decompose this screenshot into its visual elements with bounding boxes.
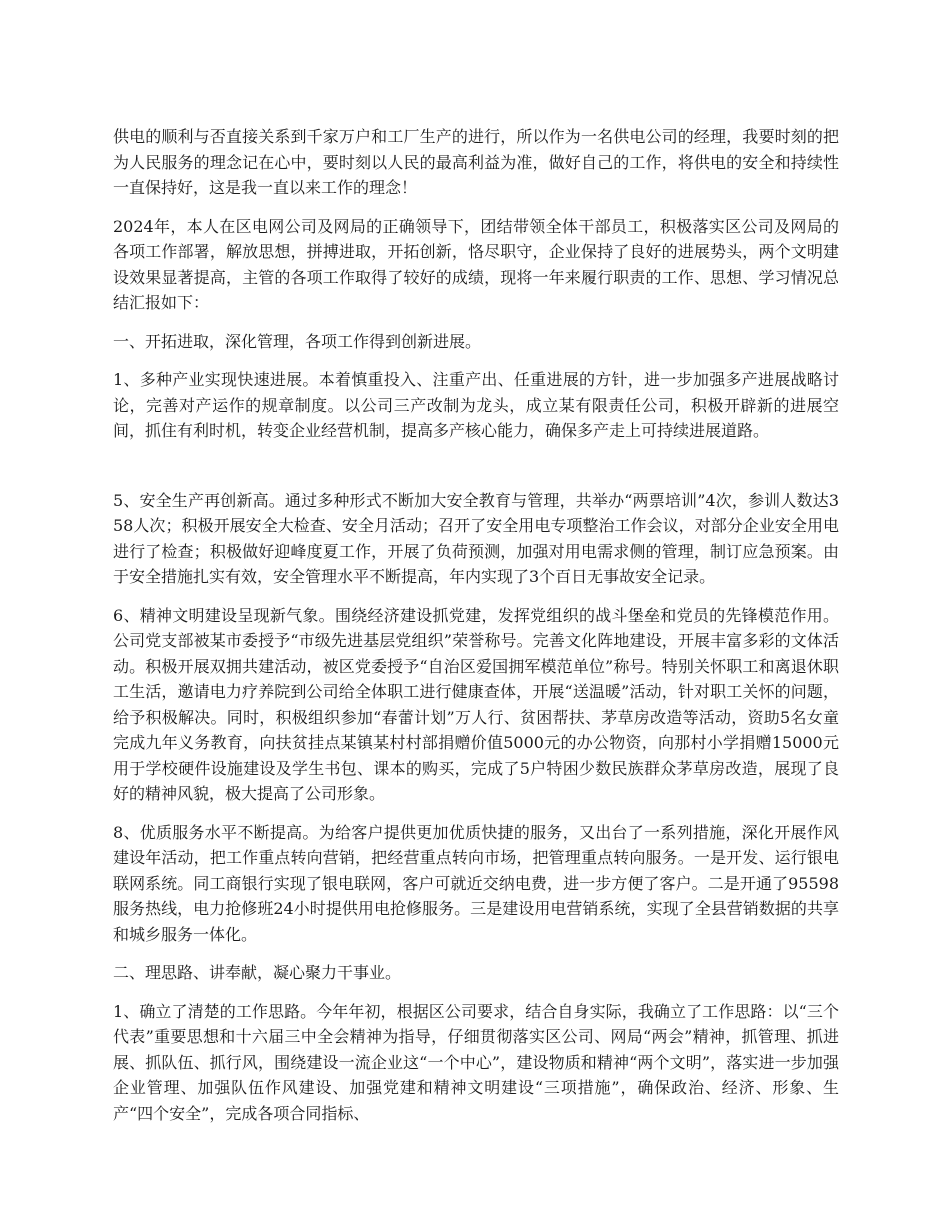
- intro-paragraph: 供电的顺利与否直接关系到千家万户和工厂生产的进行，所以作为一名供电公司的经理，我要时刻的把为人民服务的理念记在心中，要时刻以人民的最高利益为准，做好自己的工作，将供电的安全和持续性一直保持好，这是我一直以来工作的理念！: [113, 127, 839, 197]
- document-body: [113, 124, 839, 1139]
- item-paragraph-culture: 6、精神文明建设呈现新气象。围绕经济建设抓党建，发挥党组织的战斗堡垒和党员的先锋模范作用。公司党支部被某市委授予“市级先进基层党组织”荣誉称号。完善文化阵地建设，开展丰富多彩的文体活动。积极开展双拥共建活动，被区党委授予“自治区爱国拥军模范单位”称号。特别关怀职工和离退休职工生活，邀请电力疗养院到公司给全体职工进行健康查体，开展“送温暖”活动，针对职工关怀的问题，给予积极解决。同时，积极组织参加“春蕾计划”万人行、贫困帮扶、茅草房改造等活动，资助5名女童完成九年义务教育，向扶贫挂点某镇某村村部捐赠价值5000元的办公物资，向那村小学捐赠15000元用于学校硬件设施建设及学生书包、课本的购买，完成了5户特困少数民族群众茅草房改造，展现了良好的精神风貌，极大提高了公司形象。: [113, 605, 839, 803]
- summary-paragraph: 2024年，本人在区电网公司及网局的正确领导下，团结带领全体干部员工，积极落实区公司及网局的各项工作部署，解放思想，拼搏进取，开拓创新，恪尽职守，企业保持了良好的进展势头，两个文明建设效果显著提高，主管的各项工作取得了较好的成绩，现将一年来履行职责的工作、思想、学习情况总结汇报如下：: [113, 216, 839, 312]
- item-paragraph-safety: 5、安全生产再创新高。通过多种形式不断加大安全教育与管理，共举办“两票培训”4次，参训人数达358人次；积极开展安全大检查、安全月活动；召开了安全用电专项整治工作会议，对部分企业安全用电进行了检查；积极做好迎峰度夏工作，开展了负荷预测，加强对用电需求侧的管理，制订应急预案。由于安全措施扎实有效，安全管理水平不断提高，年内实现了3个百日无事故安全记录。: [113, 490, 839, 586]
- section-heading-1: 一、开拓进取，深化管理，各项工作得到创新进展。: [113, 331, 482, 351]
- item-paragraph-service: 8、优质服务水平不断提高。为给客户提供更加优质快捷的服务，又出台了一系列措施，深化开展作风建设年活动，把工作重点转向营销，把经营重点转向市场，把管理重点转向服务。一是开发、运行银电联网系统。同工商银行实现了银电联网，客户可就近交纳电费，进一步方便了客户。二是开通了95598服务热线，电力抢修班24小时提供用电抢修服务。三是建设用电营销系统，实现了全县营销数据的共享和城乡服务一体化。: [113, 822, 839, 944]
- section-heading-2: 二、理思路、讲奉献，凝心聚力干事业。: [113, 963, 402, 982]
- item-paragraph-industry: 1、多种产业实现快速进展。本着慎重投入、注重产出、任重进展的方针，进一步加强多产进展战略讨论，完善对产运作的规章制度。以公司三产改制为龙头，成立某有限责任公司，积极开辟新的进展空间，抓住有利时机，转变企业经营机制，提高多产核心能力，确保多产走上可持续进展道路。: [113, 370, 839, 440]
- item-paragraph-strategy: 1、确立了清楚的工作思路。今年年初，根据区公司要求，结合自身实际，我确立了工作思路：以“三个代表”重要思想和十六届三中全会精神为指导，仔细贯彻落实区公司、网局“两会”精神，抓管理、抓进展、抓队伍、抓行风，围绕建设一流企业这“一个中心”，建设物质和精神“两个文明”，落实进一步加强企业管理、加强队伍作风建设、加强党建和精神文明建设“三项措施”，确保政治、经济、形象、生产“四个安全”，完成各项合同指标、: [113, 1001, 839, 1123]
